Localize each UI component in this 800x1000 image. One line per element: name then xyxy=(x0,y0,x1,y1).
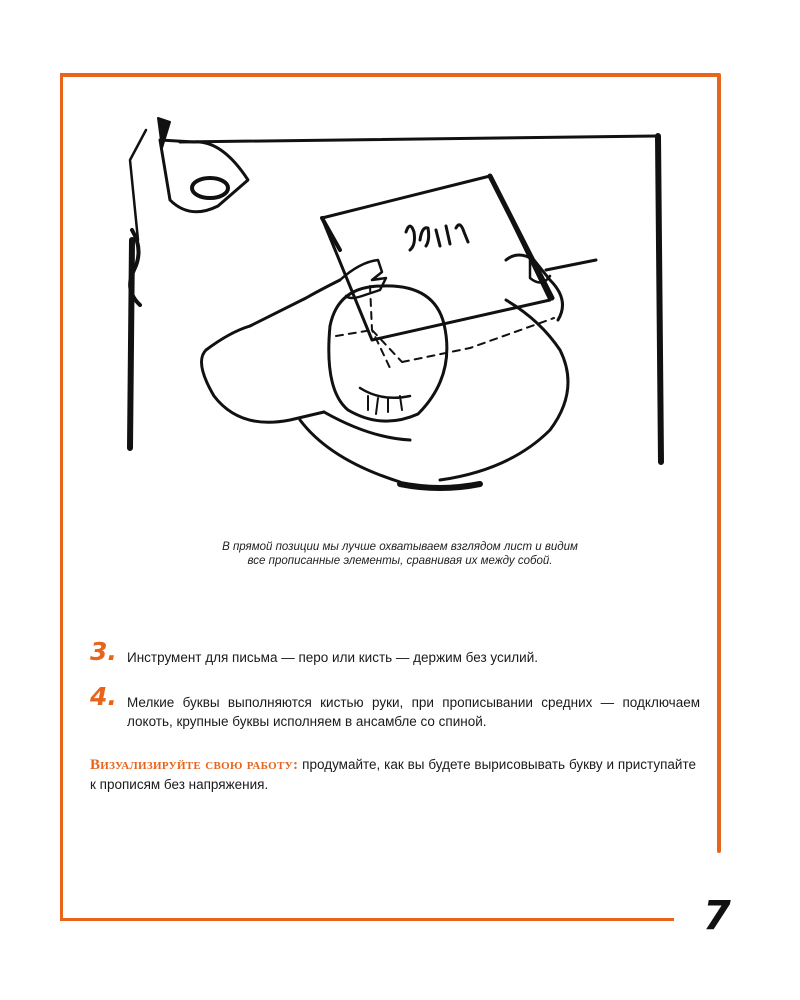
visualize-paragraph xyxy=(90,755,696,794)
item-number: 3. xyxy=(90,637,117,666)
page-frame-right xyxy=(717,73,721,853)
page-number: 7 xyxy=(703,893,731,939)
list-item xyxy=(90,682,700,731)
item-text: Мелкие буквы выполняются кистью руки, при прописывании средних — подключаем локоть, крупные буквы исполняем в ансамбле со спиной. xyxy=(127,695,700,729)
page-frame-top xyxy=(60,73,720,77)
caption-line-2: все прописанные элементы, сравнивая их между собой. xyxy=(247,555,553,567)
item-text: Инструмент для письма — перо или кисть — держим без усилий. xyxy=(127,650,539,665)
visualize-text: продумайте, как вы будете вырисовывать букву и приступайте к прописям без напряжения. xyxy=(90,757,696,792)
caption-line-1: В прямой позиции мы лучше охватываем взглядом лист и видим xyxy=(222,541,578,553)
item-number: 4. xyxy=(90,682,117,711)
list-item xyxy=(90,637,700,667)
person-writing-at-desk-illustration xyxy=(110,100,680,510)
page-frame-left xyxy=(60,73,63,920)
illustration-caption xyxy=(140,540,660,568)
visualize-lead: Визуализируйте свою работу: xyxy=(90,757,299,773)
page-frame-bottom xyxy=(60,918,674,921)
